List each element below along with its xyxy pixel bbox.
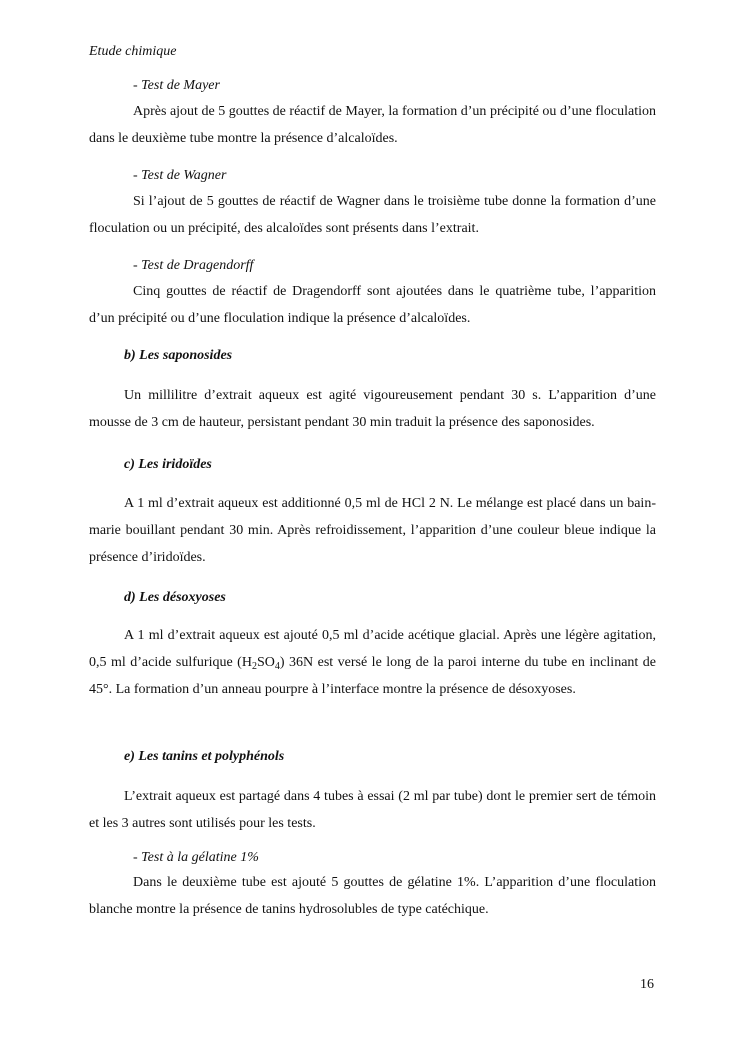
section-test-wagner bbox=[89, 167, 656, 185]
paragraph-desoxyoses bbox=[89, 622, 656, 703]
heading-tanins: e) Les tanins et polyphénols bbox=[124, 749, 285, 764]
section-desoxyoses bbox=[89, 589, 656, 607]
paragraph-dragendorff: Cinq gouttes de réactif de Dragendorff sont ajoutées dans le quatrième tube, l’apparition d’un précipité ou d’une floculation indique la présence d’alcaloïdes. bbox=[89, 284, 656, 326]
desoxyoses-text-before: A 1 ml d’extrait aqueux est ajouté 0,5 ml d’acide acétique glacial. Après une légère agitation, 0,5 ml d’acide sulfurique (H bbox=[89, 628, 656, 670]
subscript-2: 2 bbox=[251, 661, 257, 672]
section-tanins bbox=[89, 748, 656, 766]
subheading-test-mayer: - Test de Mayer bbox=[133, 78, 220, 93]
desoxyoses-text-after: ) 36N est versé le long de la paroi interne du tube en inclinant de 45°. La formation d’un anneau pourpre à l’interface montre la présence de désoxyoses. bbox=[89, 655, 657, 697]
subheading-test-dragendorff: - Test de Dragendorff bbox=[133, 258, 254, 273]
paragraph-saponosides: Un millilitre d’extrait aqueux est agité vigoureusement pendant 30 s. L’apparition d’une mousse de 3 cm de hauteur, persistant pendant 30 min traduit la présence des saponosides. bbox=[89, 388, 656, 430]
paragraph-wagner-container bbox=[89, 188, 656, 242]
section-test-mayer bbox=[89, 77, 656, 95]
page-number: 16 bbox=[640, 977, 654, 992]
paragraph-mayer-container bbox=[89, 98, 656, 152]
paragraph-desoxyoses-container bbox=[89, 622, 656, 703]
desoxyoses-text-mid: SO bbox=[256, 655, 275, 670]
running-header: Etude chimique bbox=[89, 44, 177, 59]
section-test-dragendorff bbox=[89, 257, 656, 275]
paragraph-tanins-container bbox=[89, 783, 656, 837]
heading-saponosides: b) Les saponosides bbox=[124, 348, 233, 363]
section-test-gelatine bbox=[89, 849, 656, 867]
paragraph-tanins: L’extrait aqueux est partagé dans 4 tubes à essai (2 ml par tube) dont le premier sert de témoin et les 3 autres sont utilisés pour les tests. bbox=[89, 789, 656, 831]
subheading-test-gelatine: - Test à la gélatine 1% bbox=[133, 850, 259, 865]
paragraph-iridoides: A 1 ml d’extrait aqueux est additionné 0,5 ml de HCl 2 N. Le mélange est placé dans un bain-marie bouillant pendant 30 min. Après refroidissement, l’apparition d’une couleur bleue indique la présence d’iridoïdes. bbox=[89, 496, 656, 565]
paragraph-wagner: Si l’ajout de 5 gouttes de réactif de Wagner dans le troisième tube donne la formation d’une floculation ou un précipité, des alcaloïdes sont présents dans l’extrait. bbox=[89, 194, 656, 236]
section-saponosides bbox=[89, 347, 656, 365]
heading-iridoides: c) Les iridoïdes bbox=[124, 457, 212, 472]
section-iridoides bbox=[89, 456, 656, 474]
paragraph-iridoides-container bbox=[89, 490, 656, 571]
subscript-4: 4 bbox=[274, 661, 280, 672]
paragraph-gelatine-container bbox=[89, 869, 656, 923]
subheading-test-wagner: - Test de Wagner bbox=[133, 168, 227, 183]
paragraph-dragendorff-container bbox=[89, 278, 656, 332]
heading-desoxyoses: d) Les désoxyoses bbox=[124, 590, 226, 605]
paragraph-saponosides-container bbox=[89, 382, 656, 436]
paragraph-gelatine: Dans le deuxième tube est ajouté 5 gouttes de gélatine 1%. L’apparition d’une floculation blanche montre la présence de tanins hydrosolubles de type catéchique. bbox=[89, 875, 656, 917]
paragraph-mayer: Après ajout de 5 gouttes de réactif de Mayer, la formation d’un précipité ou d’une floculation dans le deuxième tube montre la présence d’alcaloïdes. bbox=[89, 104, 656, 146]
